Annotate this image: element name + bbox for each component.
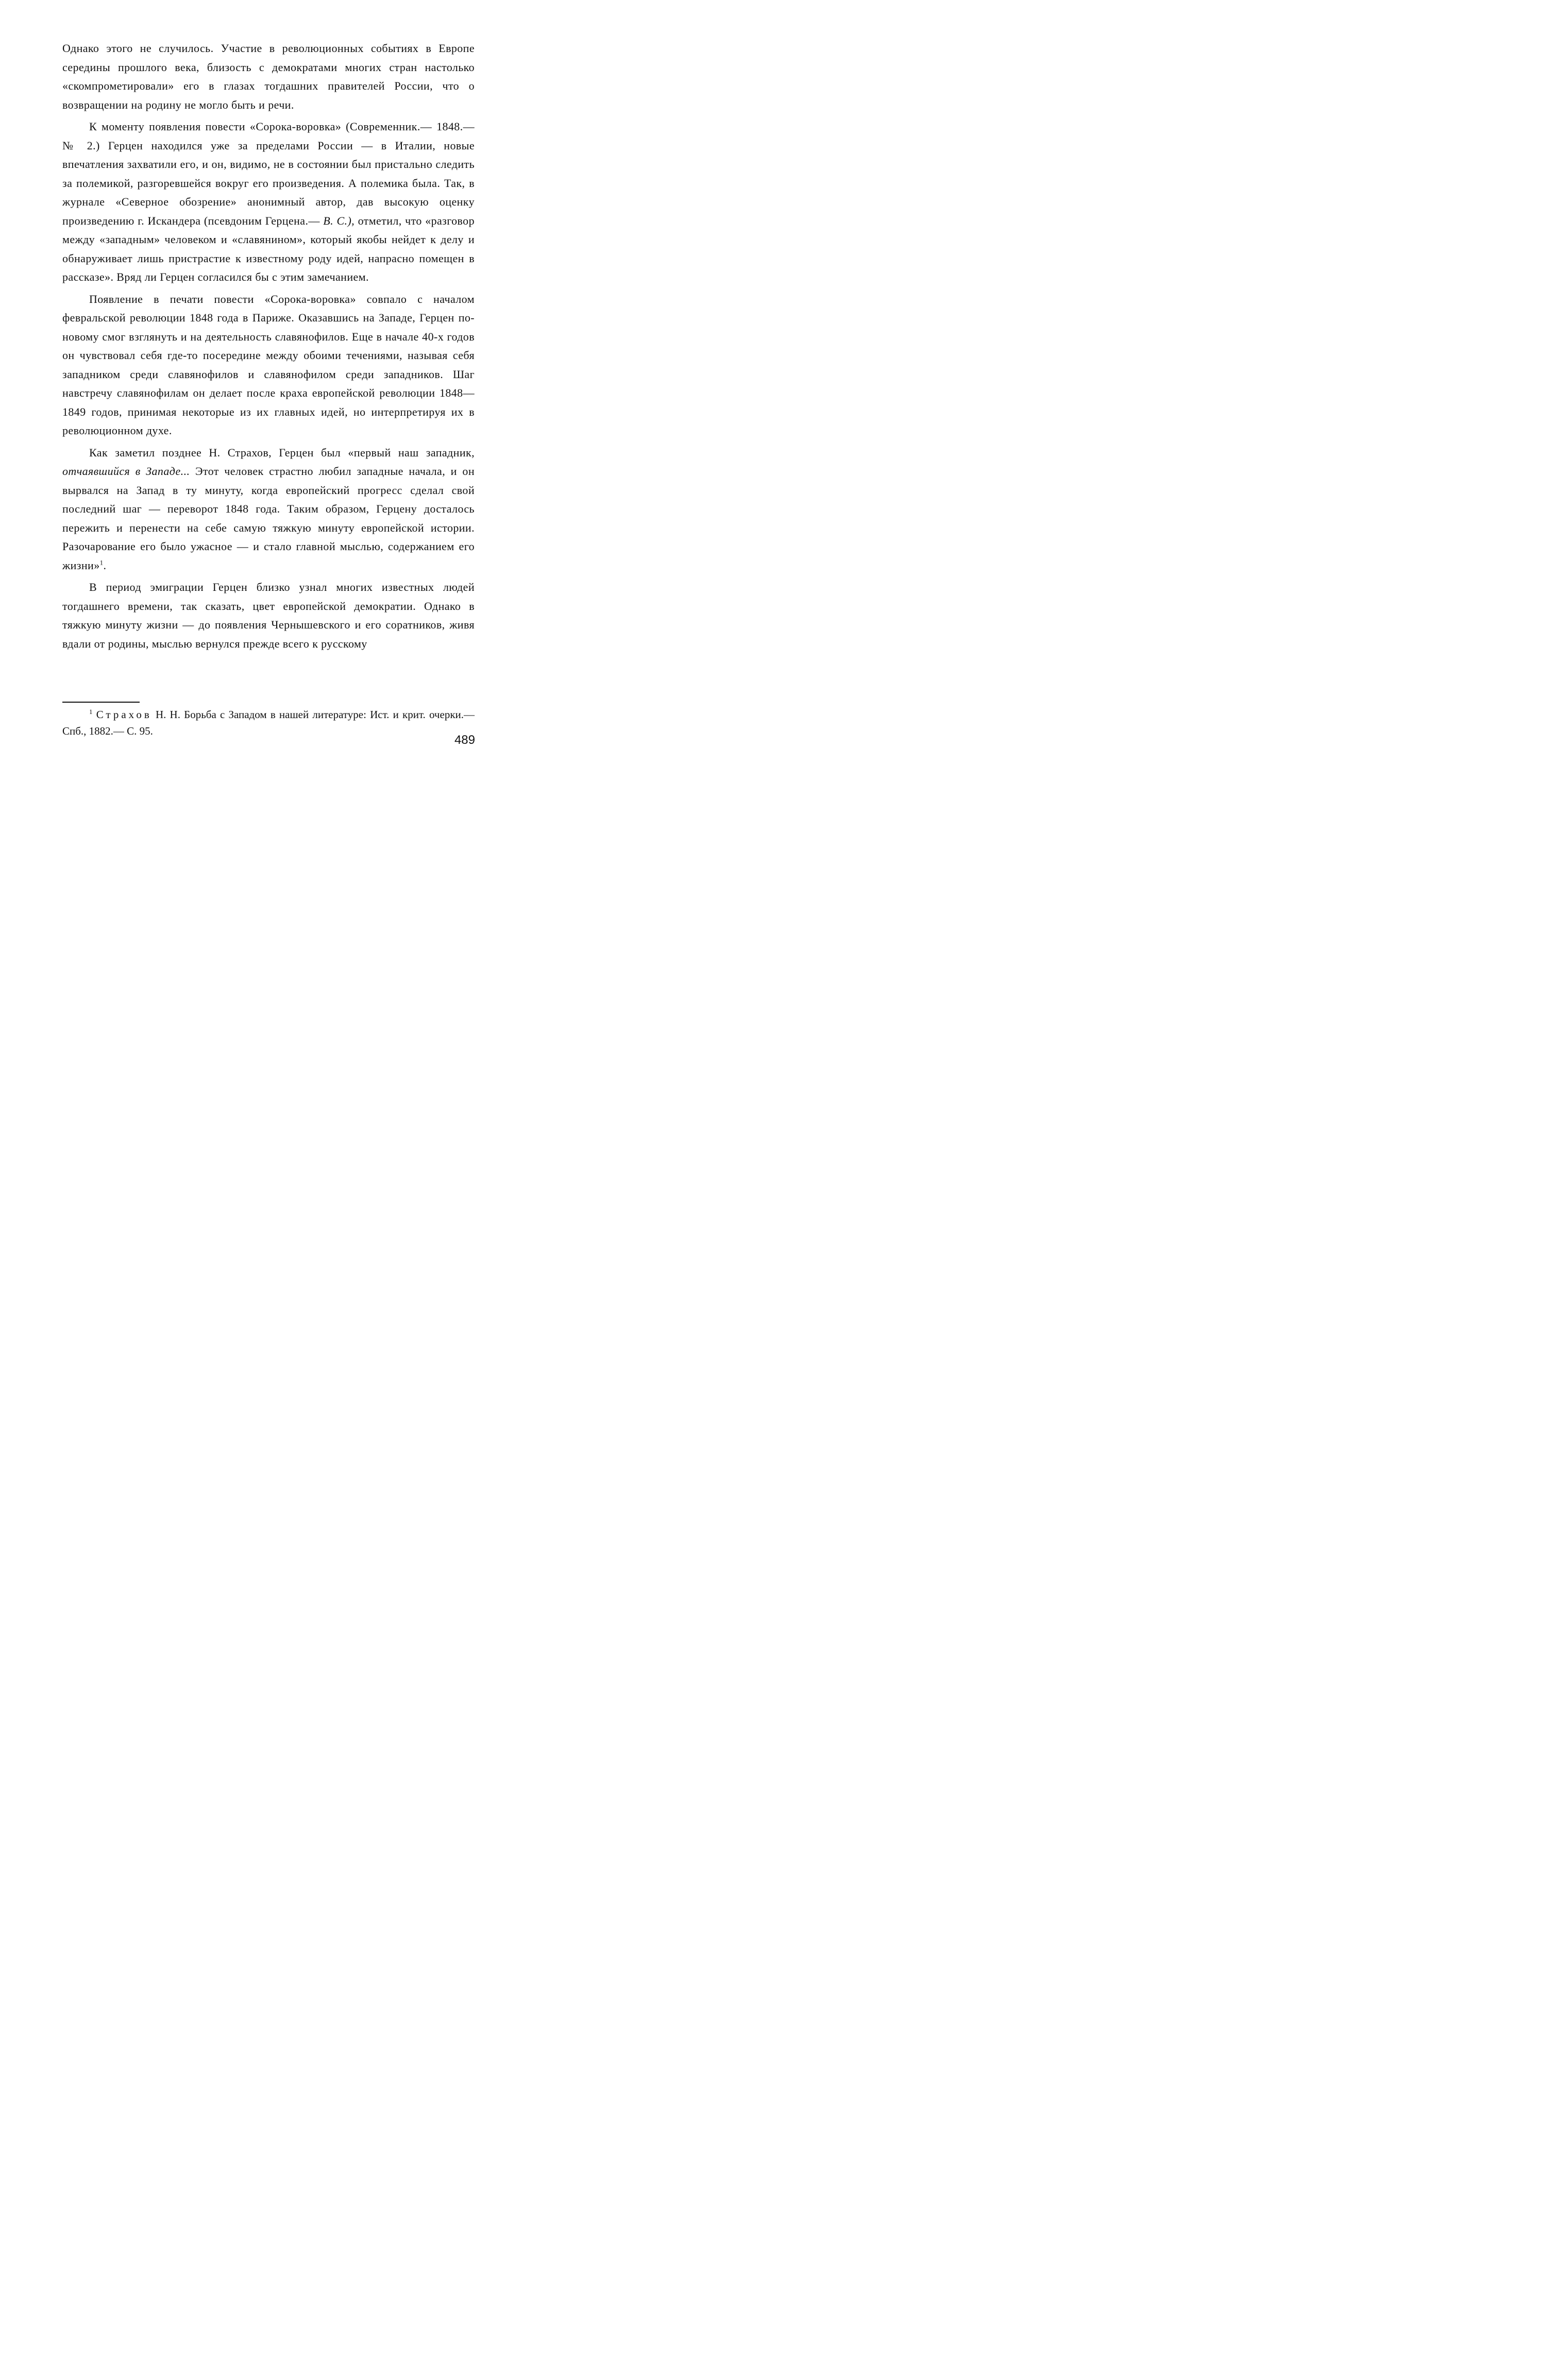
paragraph-4 [62, 444, 475, 575]
footnote-reference: 1 [99, 558, 104, 567]
paragraph-4-period: . [103, 558, 107, 572]
main-text [62, 39, 475, 653]
paragraph-2-text-end: отметил, что «разговор между «западным» человеком и «славянином», который якобы нейдет к делу и обнаруживает лишь пристрастие к известному роду идей, напрасно помещен в рассказе». Вряд ли Герцен согласился бы с этим замечанием. [62, 214, 475, 283]
paragraph-2-italic: В. С.), [323, 214, 355, 227]
footnote-separator [62, 702, 140, 703]
paragraph-4-italic: отчаявшийся в Западе... [62, 465, 190, 478]
footnote-text: Н. Н. Борьба с Западом в нашей литературе: Ист. и крит. очерки.— Спб., 1882.— С. 95. [62, 708, 475, 737]
paragraph-3-text: Появление в печати повести «Сорока-воровка» совпало с началом февральской революции 1848 года в Париже. Оказавшись на Западе, Герцен по-новому смог взглянуть и на деятельность славянофилов. Еще в начале 40-х годов он чувствовал себя где-то посередине между обоими течениями, называя себя западником среди славянофилов и славянофилом среди западников. Шаг навстречу славянофилам он делает после краха европейской революции 1848—1849 годов, принимая некоторые из их главных идей, но интерпретируя их в революционном духе. [62, 292, 475, 437]
paragraph-1 [62, 39, 475, 114]
book-page [0, 0, 528, 810]
footnote [62, 706, 475, 739]
paragraph-5-text: В период эмиграции Герцен близко узнал многих известных людей тогдашнего времени, так сказать, цвет европейской демократии. Однако в тяжкую минуту жизни — до появления Чернышевского и его соратников, живя вдали от родины, мыслью вернулся прежде всего к русскому [62, 581, 475, 650]
footnote-author: Страхов [96, 708, 152, 721]
paragraph-5 [62, 578, 475, 653]
paragraph-4-text-start: Как заметил позднее Н. Страхов, Герцен был «первый наш западник, [89, 446, 475, 459]
footnote-marker: 1 [89, 708, 93, 716]
paragraph-3 [62, 290, 475, 440]
paragraph-4-text-end: Этот человек страстно любил западные начала, и он вырвался на Запад в ту минуту, когда европейский прогресс сделал свой последний шаг — переворот 1848 года. Таким образом, Герцену досталось пережить и перенести на себе самую тяжкую минуту европейской истории. Разочарование его было ужасное — и стало главной мыслью, содержанием его жизни» [62, 465, 475, 572]
paragraph-1-text: Однако этого не случилось. Участие в революционных событиях в Европе середины прошлого века, близость с демократами многих стран настолько «скомпрометировали» его в глазах тогдашних правителей России, что о возвращении на родину не могло быть и речи. [62, 42, 475, 111]
paragraph-2 [62, 117, 475, 287]
paragraph-2-text-start: К моменту появления повести «Сорока-воровка» (Современник.— 1848.— № 2.) Герцен находился уже за пределами России — в Италии, новые впечатления захватили его, и он, видимо, не в состоянии был пристально следить за полемикой, разгоревшейся вокруг его произведения. А полемика была. Так, в журнале «Северное обозрение» анонимный автор, дав высокую оценку произведению г. Искандера (псевдоним Герцена.— [62, 120, 475, 227]
page-number: 489 [454, 733, 475, 747]
